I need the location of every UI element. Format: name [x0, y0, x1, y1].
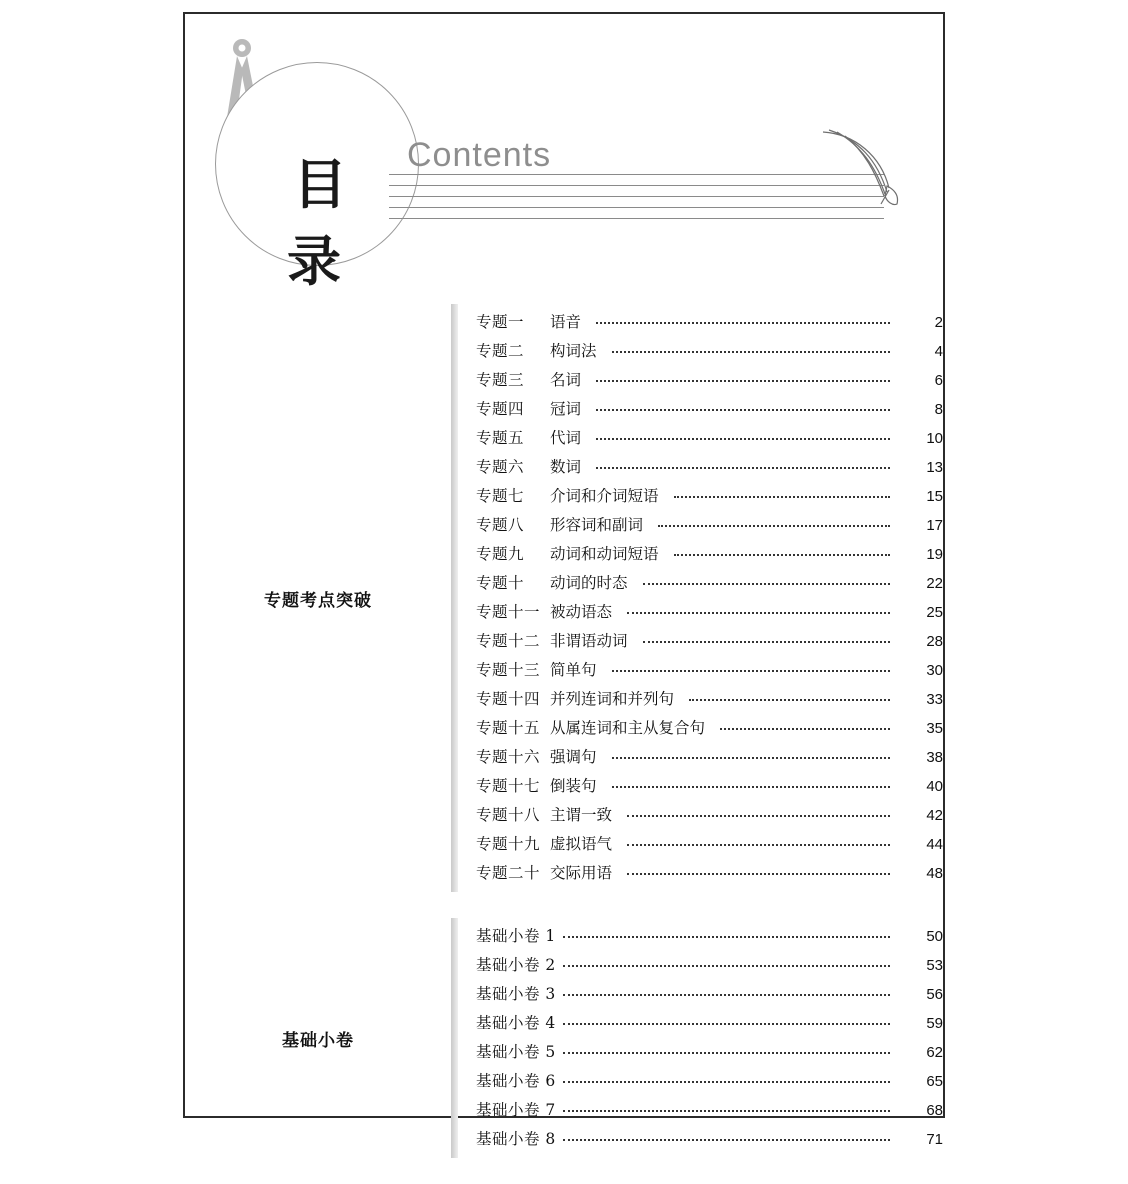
toc-entry[interactable]	[476, 1009, 943, 1038]
entry-page: 71	[926, 1131, 943, 1148]
entry-page: 40	[926, 778, 943, 795]
entry-number: 专题十三	[476, 661, 541, 679]
entry-number: 专题五	[476, 429, 525, 447]
entry-title: 简单句	[550, 661, 597, 679]
leader-dots	[612, 776, 890, 788]
entry-title: 代词	[550, 429, 582, 447]
toc-entry[interactable]	[476, 540, 943, 569]
entry-page: 8	[934, 401, 943, 418]
toc-entry[interactable]	[476, 801, 943, 830]
toc-entry[interactable]	[476, 569, 943, 598]
toc-entry[interactable]	[476, 453, 943, 482]
toc-entry[interactable]	[476, 1038, 943, 1067]
entry-number: 专题十四	[476, 690, 541, 708]
entry-page: 2	[934, 314, 943, 331]
section-label: 基础小卷	[282, 1030, 354, 1051]
entry-page: 15	[926, 488, 943, 505]
entry-number: 专题十七	[476, 777, 541, 795]
entry-number: 专题三	[476, 371, 525, 389]
entry-page: 30	[926, 662, 943, 679]
toc-entry[interactable]	[476, 656, 943, 685]
entry-title: 主谓一致	[550, 806, 613, 824]
entry-number: 基础小卷 3	[476, 985, 556, 1003]
toc-entry[interactable]	[476, 1125, 943, 1154]
leader-dots	[596, 370, 890, 382]
entry-title: 动词和动词短语	[550, 545, 659, 563]
toc-entry[interactable]	[476, 685, 943, 714]
toc-entry[interactable]	[476, 980, 943, 1009]
entry-title: 倒装句	[550, 777, 597, 795]
toc-entry[interactable]	[476, 830, 943, 859]
entry-page: 38	[926, 749, 943, 766]
leader-dots	[627, 602, 890, 614]
entry-number: 专题二	[476, 342, 525, 360]
leader-dots	[643, 631, 890, 643]
toc-entry[interactable]	[476, 922, 943, 951]
entry-page: 53	[926, 957, 943, 974]
entry-number: 基础小卷 6	[476, 1072, 556, 1090]
entry-page: 19	[926, 546, 943, 563]
entry-number: 专题十一	[476, 603, 541, 621]
entry-number: 基础小卷 8	[476, 1130, 556, 1148]
page-header	[185, 14, 943, 299]
entry-title: 强调句	[550, 748, 597, 766]
toc-entry[interactable]	[476, 395, 943, 424]
entry-title: 介词和介词短语	[550, 487, 659, 505]
leader-dots	[674, 544, 890, 556]
leader-dots	[612, 660, 890, 672]
toc-entry[interactable]	[476, 627, 943, 656]
leader-dots	[720, 718, 890, 730]
entry-number: 专题十九	[476, 835, 541, 853]
entry-number: 基础小卷 4	[476, 1014, 556, 1032]
entry-number: 专题一	[476, 313, 525, 331]
entry-title: 冠词	[550, 400, 582, 418]
entry-title: 交际用语	[550, 864, 613, 882]
entry-title: 构词法	[550, 342, 597, 360]
leader-dots	[563, 926, 890, 938]
entry-title: 并列连词和并列句	[550, 690, 675, 708]
toc-entry[interactable]	[476, 772, 943, 801]
entry-page: 35	[926, 720, 943, 737]
toc-entry[interactable]	[476, 1096, 943, 1125]
entry-number: 基础小卷 2	[476, 956, 556, 974]
leader-dots	[596, 457, 890, 469]
toc-entry[interactable]	[476, 1067, 943, 1096]
entry-page: 17	[926, 517, 943, 534]
entry-page: 62	[926, 1044, 943, 1061]
entry-title: 数词	[550, 458, 582, 476]
entry-title: 名词	[550, 371, 582, 389]
entry-number: 专题九	[476, 545, 525, 563]
page-title-en: Contents	[407, 136, 552, 174]
toc-entry[interactable]	[476, 714, 943, 743]
entry-title: 从属连词和主从复合句	[550, 719, 706, 737]
leader-dots	[674, 486, 890, 498]
section-accent-bar	[451, 304, 458, 892]
entry-title: 语音	[550, 313, 582, 331]
staff-lines-decoration	[389, 174, 884, 228]
leader-dots	[627, 863, 890, 875]
table-of-contents	[185, 304, 943, 1184]
leader-dots	[563, 1013, 890, 1025]
toc-section	[185, 918, 943, 1158]
section-label: 专题考点突破	[264, 590, 372, 611]
toc-entry[interactable]	[476, 598, 943, 627]
entry-title: 非谓语动词	[550, 632, 628, 650]
leader-dots	[596, 312, 890, 324]
leader-dots	[563, 1129, 890, 1141]
entry-page: 42	[926, 807, 943, 824]
leader-dots	[563, 984, 890, 996]
leader-dots	[563, 1042, 890, 1054]
leader-dots	[563, 955, 890, 967]
entry-number: 专题十二	[476, 632, 541, 650]
feather-pen-icon	[815, 126, 905, 216]
entry-page: 65	[926, 1073, 943, 1090]
section-entries	[476, 304, 943, 892]
entry-title: 形容词和副词	[550, 516, 644, 534]
entry-number: 基础小卷 1	[476, 927, 556, 945]
entry-number: 专题十八	[476, 806, 541, 824]
entry-page: 4	[934, 343, 943, 360]
entry-page: 10	[926, 430, 943, 447]
toc-entry[interactable]	[476, 337, 943, 366]
entry-page: 68	[926, 1102, 943, 1119]
entry-number: 专题十	[476, 574, 525, 592]
section-accent-bar	[451, 918, 458, 1158]
toc-entry[interactable]	[476, 511, 943, 540]
entry-number: 专题十六	[476, 748, 541, 766]
toc-entry[interactable]	[476, 366, 943, 395]
toc-entry[interactable]	[476, 424, 943, 453]
entry-number: 专题二十	[476, 864, 541, 882]
leader-dots	[643, 573, 890, 585]
leader-dots	[627, 834, 890, 846]
leader-dots	[658, 515, 890, 527]
entry-page: 48	[926, 865, 943, 882]
entry-page: 25	[926, 604, 943, 621]
entry-number: 专题四	[476, 400, 525, 418]
entry-page: 13	[926, 459, 943, 476]
entry-page: 44	[926, 836, 943, 853]
entry-page: 6	[934, 372, 943, 389]
entry-number: 专题八	[476, 516, 525, 534]
entry-number: 专题十五	[476, 719, 541, 737]
leader-dots	[612, 341, 890, 353]
toc-entry[interactable]	[476, 743, 943, 772]
leader-dots	[596, 428, 890, 440]
leader-dots	[627, 805, 890, 817]
toc-entry[interactable]	[476, 308, 943, 337]
entry-number: 专题六	[476, 458, 525, 476]
toc-entry[interactable]	[476, 482, 943, 511]
entry-number: 基础小卷 7	[476, 1101, 556, 1119]
toc-entry[interactable]	[476, 951, 943, 980]
entry-page: 22	[926, 575, 943, 592]
entry-page: 33	[926, 691, 943, 708]
leader-dots	[563, 1071, 890, 1083]
entry-page: 50	[926, 928, 943, 945]
leader-dots	[612, 747, 890, 759]
leader-dots	[563, 1100, 890, 1112]
page-title-cn: 目 录	[287, 152, 359, 293]
entry-title: 虚拟语气	[550, 835, 613, 853]
entry-page: 56	[926, 986, 943, 1003]
entry-number: 专题七	[476, 487, 525, 505]
entry-title: 动词的时态	[550, 574, 628, 592]
entry-page: 28	[926, 633, 943, 650]
page	[183, 12, 945, 1148]
section-entries	[476, 918, 943, 1158]
entry-title: 被动语态	[550, 603, 613, 621]
leader-dots	[596, 399, 890, 411]
leader-dots	[689, 689, 890, 701]
toc-entry[interactable]	[476, 859, 943, 888]
entry-number: 基础小卷 5	[476, 1043, 556, 1061]
toc-section	[185, 304, 943, 892]
entry-page: 59	[926, 1015, 943, 1032]
